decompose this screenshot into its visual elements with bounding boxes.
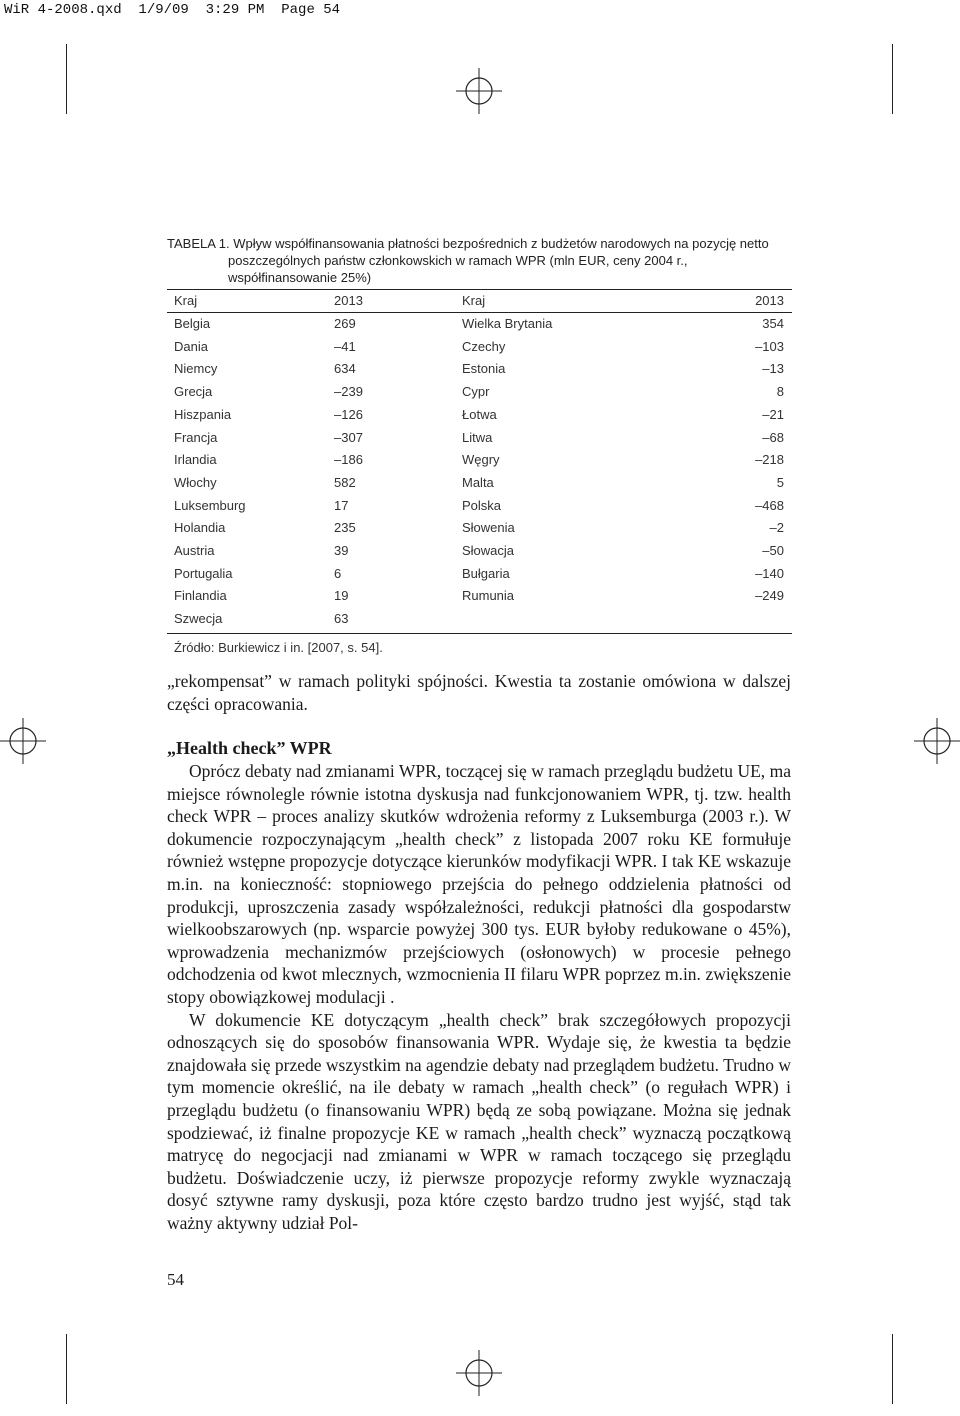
table-row	[174, 339, 784, 359]
table-cell: 5	[776, 474, 784, 490]
table-cell: –468	[755, 497, 784, 513]
paragraph: W dokumencie KE dotyczącym „health check” brak szczegółowych propozycji odnoszących się do sposobów finansowania WPR. Wydaje się, że kwestia ta będzie znajdowała się przede wszystkim na agendzie debaty nad przeglądem budżetu. Trudno w tym momencie określić, na ile debaty w ramach „health check” (o regułach WPR) i przeglądu budżetu (o finansowaniu WPR) będą ze sobą powiązane. Można się jednak spodziewać, iż finalne propozycje KE w ramach „health check” wyznaczą początkową matrycę do negocjacji nad zmianami w WPR w ramach toczącego się przeglądu budżetu. Doświadczenie uczy, iż pierwsze propozycje reformy zwykle wyznaczają dosyć sztywne ramy dyskusji, poza które często bardzo trudno jest wyjść, stąd tak ważny aktywny udział Pol-	[167, 1009, 791, 1233]
table-cell: –13	[762, 361, 784, 377]
table-header-cell: 2013	[755, 293, 784, 308]
table-cell: Malta	[462, 474, 494, 490]
table-row	[174, 407, 784, 427]
table-cell: Łotwa	[462, 406, 497, 422]
table-caption-line: poszczególnych państw członkowskich w ramach WPR (mln EUR, ceny 2004 r.,	[228, 253, 688, 268]
table-cell: Portugalia	[174, 565, 233, 581]
table-cell: Wielka Brytania	[462, 316, 553, 331]
table-row	[174, 384, 784, 404]
table-cell: Luksemburg	[174, 497, 246, 513]
table-caption-line: TABELA 1. Wpływ współfinansowania płatności bezpośrednich z budżetów narodowych na pozycję netto	[167, 236, 769, 251]
table-row	[174, 316, 784, 336]
table-cell: –68	[762, 429, 784, 445]
table-cell: Słowacja	[462, 543, 515, 558]
table-cell: Polska	[462, 497, 502, 513]
table-cell: –21	[762, 406, 784, 422]
table-header-rule	[167, 312, 792, 313]
registration-mark-left-icon	[0, 718, 46, 764]
table-cell: Grecja	[174, 384, 213, 400]
crop-mark-bottom-left	[66, 1334, 67, 1404]
table-cell: Belgia	[174, 316, 211, 331]
table-cell: –186	[334, 452, 363, 468]
paragraph: Oprócz debaty nad zmianami WPR, toczącej się w ramach przeglądu budżetu UE, ma miejsce równolegle równie istotna dyskusja nad funkcjonowaniem WPR, tj. tzw. health check WPR – proces analizy skutków wdrożenia reformy z Luksemburga (2003 r.). W dokumencie rozpoczynającym „health check” z listopada 2007 roku KE formułuje również wstępne propozycje dotyczące kierunków modyfikacji WPR. I tak KE wskazuje m.in. na konieczność: stopniowego przejścia do pełnego oddzielenia płatności od produkcji, uproszczenia zasady współzależności, redukcji płatności dla gospodarstw wielkoobszarowych (np. wsparcie powyżej 300 tys. EUR byłoby redukowane o 45%), wprowadzenia mechanizmów przejściowych (osłonowych) w procesie pełnego odchodzenia od kwot mlecznych, wzmocnienia II filaru WPR poprzez m.in. zwiększenie stopy obowiązkowej modulacji .	[167, 761, 791, 1007]
table-cell: 39	[334, 543, 349, 558]
crop-mark-bottom-right	[892, 1334, 893, 1404]
table-cell: –307	[334, 429, 363, 445]
table-cell: –41	[334, 338, 356, 354]
table-cell: Estonia	[462, 361, 506, 377]
table-cell: 235	[334, 520, 356, 536]
table-cell: Bułgaria	[462, 565, 510, 581]
table-cell: –249	[755, 588, 784, 604]
table-source-note: Źródło: Burkiewicz i in. [2007, s. 54].	[174, 640, 383, 655]
table-cell: Francja	[174, 429, 218, 445]
table-cell: –126	[334, 406, 363, 422]
table-cell: Rumunia	[462, 588, 515, 604]
print-slug-line: WiR 4-2008.qxd 1/9/09 3:29 PM Page 54	[4, 2, 341, 18]
table-cell: Hiszpania	[174, 406, 232, 422]
table-cell: –103	[755, 338, 784, 354]
table-cell: Litwa	[462, 429, 493, 445]
table-cell: 582	[334, 474, 356, 490]
table-row	[174, 611, 784, 631]
table-cell: Niemcy	[174, 361, 218, 377]
table-row	[174, 566, 784, 586]
table-cell: 8	[776, 384, 784, 400]
table-cell: 17	[334, 497, 349, 513]
table-cell: 19	[334, 588, 349, 604]
table-cell: Słowenia	[462, 520, 515, 536]
table-cell: Czechy	[462, 338, 506, 354]
table-row	[174, 475, 784, 495]
page-number: 54	[167, 1270, 184, 1289]
table-cell: Szwecja	[174, 611, 223, 627]
table-header-cell: Kraj	[174, 293, 198, 308]
intro-paragraph: „rekompensat” w ramach polityki spójności. Kwestia ta zostanie omówiona w dalszej części opracowania.	[167, 671, 791, 714]
table-cell: Austria	[174, 543, 215, 558]
table-cell: –218	[755, 452, 784, 468]
table-cell: Holandia	[174, 520, 226, 536]
table-header-cell: Kraj	[462, 293, 486, 308]
table-row	[174, 543, 784, 563]
table-bottom-rule	[167, 633, 792, 634]
table-cell: –140	[755, 565, 784, 581]
body-text-column	[167, 760, 791, 1234]
table-cell: –50	[762, 543, 784, 558]
table-header-row	[174, 293, 784, 313]
table-cell: 269	[334, 316, 356, 331]
table-top-rule	[167, 289, 792, 290]
table-row	[174, 452, 784, 472]
registration-mark-top-icon	[456, 68, 502, 114]
table-row	[174, 361, 784, 381]
table-cell: –2	[769, 520, 784, 536]
registration-mark-right-icon	[914, 718, 960, 764]
table-cell: Cypr	[462, 384, 490, 400]
registration-mark-bottom-icon	[456, 1350, 502, 1396]
table-row	[174, 520, 784, 540]
table-row	[174, 588, 784, 608]
table-cell: Finlandia	[174, 588, 227, 604]
table-caption	[167, 235, 797, 286]
section-heading: „Health check” WPR	[167, 738, 332, 758]
table-cell: Węgry	[462, 452, 500, 468]
table-cell: 63	[334, 611, 349, 627]
table-cell: 354	[762, 316, 784, 331]
table-cell: 634	[334, 361, 356, 377]
table-cell: Włochy	[174, 474, 217, 490]
crop-mark-top-right	[892, 44, 893, 114]
crop-mark-top-left	[66, 44, 67, 114]
table-row	[174, 498, 784, 518]
table-cell: Dania	[174, 338, 208, 354]
table-cell: Irlandia	[174, 452, 217, 468]
table-header-cell: 2013	[334, 293, 363, 308]
table-cell: 6	[334, 565, 342, 581]
table-row	[174, 430, 784, 450]
table-cell: –239	[334, 384, 363, 400]
table-caption-line: współfinansowanie 25%)	[228, 270, 372, 285]
